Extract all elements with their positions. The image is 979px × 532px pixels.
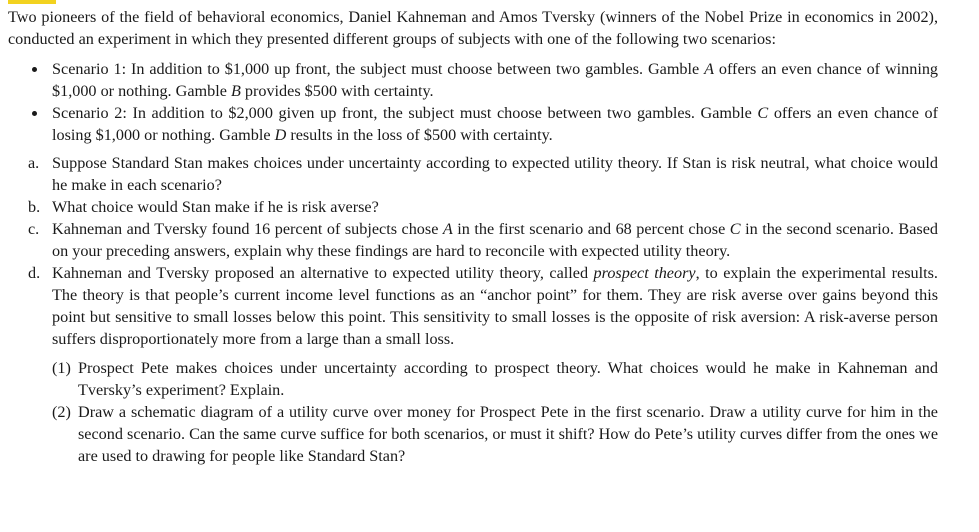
subquestion-list (52, 357, 938, 467)
intro-paragraph: Two pioneers of the field of behavioral economics, Daniel Kahneman and Amos Tversky (winners of the Nobel Prize in economics in 2002), conducted an experiment in which they presented different groups of subjects with one of the following two scenarios: (8, 8, 938, 48)
question-label: c. (28, 220, 40, 238)
question-d: d. Kahneman and Tversky proposed an alternative to expected utility theory, called prospect theory, to explain the experimental results. The theory is that people’s current income level functions as an “anchor point” for them. They are risk averse over gains beyond this point but sensitive to small losses below this point. This sensitivity to small losses is the opposite of risk aversion: A risk-averse person suffers disproportionately more from a large than a small loss. (1) Prospect Pete makes choices under uncertainty according to prospect theory. What choices would he make in Kahneman and Tversky’s experiment? Explain. (2) Draw a schematic diagram of a utility curve over money for Prospect Pete in the first scenario. Draw a utility curve for him in the second scenario. Can the same curve suffice for both scenarios, or must it shift? How do Pete’s utility curves differ from the ones we are used to drawing for people like Standard Stan? (28, 264, 938, 465)
subquestion-2 (52, 401, 938, 467)
bullet-icon (32, 67, 37, 72)
scenario-1: Scenario 1: In addition to $1,000 up front, the subject must choose between two gambles. Gamble A offers an even chance of winning $1,000 or nothing. Gamble B provides $500 with certainty. (8, 58, 938, 102)
bullet-icon (32, 111, 37, 116)
question-text: What choice would Stan make if he is risk averse? (52, 198, 379, 216)
question-label: d. (28, 264, 41, 282)
scenario-list (8, 58, 938, 146)
question-a (8, 152, 938, 196)
subquestion-1 (52, 357, 938, 401)
question-b (8, 196, 938, 218)
prospect-theory-term: prospect theory (593, 264, 696, 282)
question-c: c. Kahneman and Tversky found 16 percent of subjects chose A in the first scenario and 68 percent chose C in the second scenario. Based on your preceding answers, explain why these findings are hard to reconcile with expected utility theory. (28, 220, 938, 260)
question-label: b. (28, 198, 41, 216)
question-text: Suppose Standard Stan makes choices under uncertainty according to expected utility theory. If Stan is risk neutral, what choice would he make in each scenario? (52, 154, 938, 194)
question-list (8, 152, 938, 467)
scenario-2: Scenario 2: In addition to $2,000 given up front, the subject must choose between two gambles. Gamble C offers an even chance of losing $1,000 or nothing. Gamble D results in the loss of $500 with certainty. (8, 102, 938, 146)
question-label: a. (28, 154, 40, 172)
subquestion-text: Draw a schematic diagram of a utility curve over money for Prospect Pete in the first scenario. Draw a utility curve for him in the second scenario. Can the same curve suffice for both scenarios, or must it shift? How do Pete’s utility curves differ from the ones we are used to drawing for people like Standard Stan? (78, 403, 938, 465)
subquestion-text: Prospect Pete makes choices under uncertainty according to prospect theory. What choices would he make in Kahneman and Tversky’s experiment? Explain. (78, 359, 938, 399)
subquestion-label: (1) (52, 359, 71, 377)
subquestion-label: (2) (52, 403, 71, 421)
heading-highlight-bar (8, 0, 56, 4)
problem-text (8, 6, 938, 467)
